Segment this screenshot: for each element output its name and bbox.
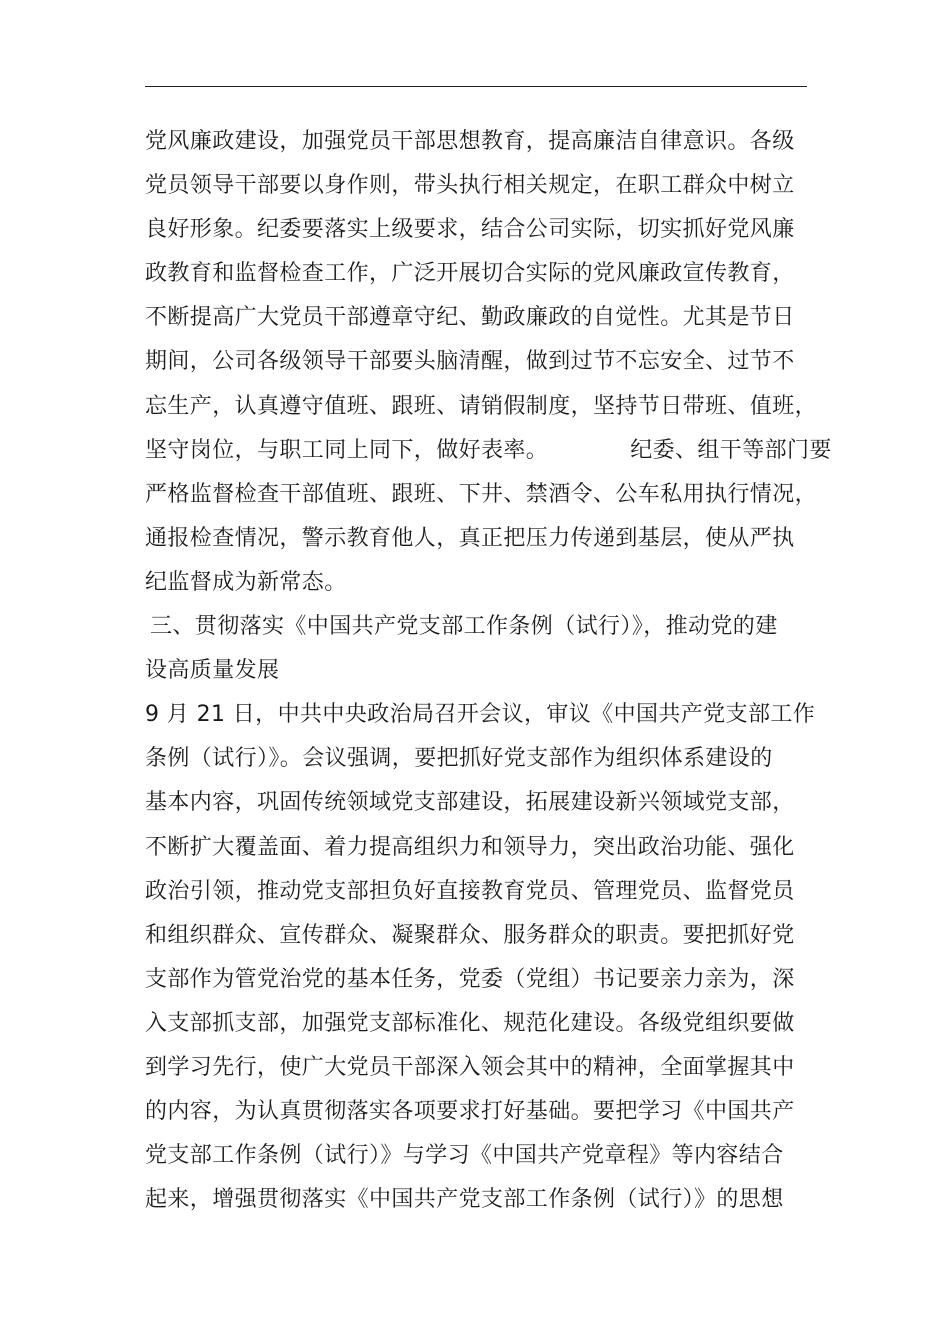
text-line <box>145 429 832 473</box>
text-line: 和组织群众、宣传群众、凝聚群众、服务群众的职责。要把抓好党 <box>145 922 795 948</box>
header-rule <box>145 86 807 87</box>
text-line: 忘生产，认真遵守值班、跟班、请销假制度，坚持节日带班、值班， <box>145 393 818 419</box>
text-line: 条例（试行）》。会议强调，要把抓好党支部作为组织体系建设的 <box>145 746 773 772</box>
text-line: 不断扩大覆盖面、着力提高组织力和领导力，突出政治功能、强化 <box>145 834 795 860</box>
text-line: 良好形象。纪委要落实上级要求，结合公司实际，切实抓好党风廉 <box>145 217 795 243</box>
section-heading-line: 设高质量发展 <box>145 658 280 684</box>
text-line: 基本内容，巩固传统领域党支部建设，拓展建设新兴领域党支部， <box>145 790 795 816</box>
text-line: 的内容，为认真贯彻落实各项要求打好基础。要把学习《中国共产 <box>145 1099 795 1125</box>
text-line: 期间，公司各级领导干部要头脑清醒，做到过节不忘安全、过节不 <box>145 349 795 375</box>
text-line: 党风廉政建设，加强党员干部思想教育，提高廉洁自律意识。各级 <box>145 129 795 154</box>
text-line-right: 纪委、组干等部门要 <box>630 437 832 463</box>
text-line: 到学习先行，使广大党员干部深入领会其中的精神，全面掌握其中 <box>145 1054 795 1080</box>
text-line: 严格监督检查干部值班、跟班、下井、禁酒令、公车私用执行情况， <box>145 481 818 507</box>
text-line: 起来，增强贯彻落实《中国共产党支部工作条例（试行）》的思想 <box>145 1187 784 1213</box>
section-heading-line: 三、贯彻落实《中国共产党支部工作条例（试行）》，推动党的建 <box>150 614 778 640</box>
text-line: 不断提高广大党员干部遵章守纪、勤政廉政的自觉性。尤其是节日 <box>145 305 795 331</box>
text-line: 纪监督成为新常态。 <box>145 569 347 595</box>
text-line-left: 坚守岗位，与职工同上同下，做好表率。 <box>145 437 549 463</box>
text-line: 通报检查情况，警示教育他人，真正把压力传递到基层，使从严执 <box>145 525 795 551</box>
document-body <box>145 120 832 1222</box>
text-line: 党员领导干部要以身作则，带头执行相关规定，在职工群众中树立 <box>145 173 795 199</box>
text-line: 入支部抓支部，加强党支部标准化、规范化建设。各级党组织要做 <box>145 1010 795 1036</box>
text-line: 政教育和监督检查工作，广泛开展切合实际的党风廉政宣传教育， <box>145 261 795 287</box>
text-line: 支部作为管党治党的基本任务，党委（党组）书记要亲力亲为，深 <box>145 966 795 992</box>
text-line: 党支部工作条例（试行）》与学习《中国共产党章程》等内容结合 <box>145 1143 784 1169</box>
text-line: 政治引领，推动党支部担负好直接教育党员、管理党员、监督党员 <box>145 878 795 904</box>
text-line: 9 月 21 日，中共中央政治局召开会议，审议《中国共产党支部工作 <box>145 702 816 728</box>
